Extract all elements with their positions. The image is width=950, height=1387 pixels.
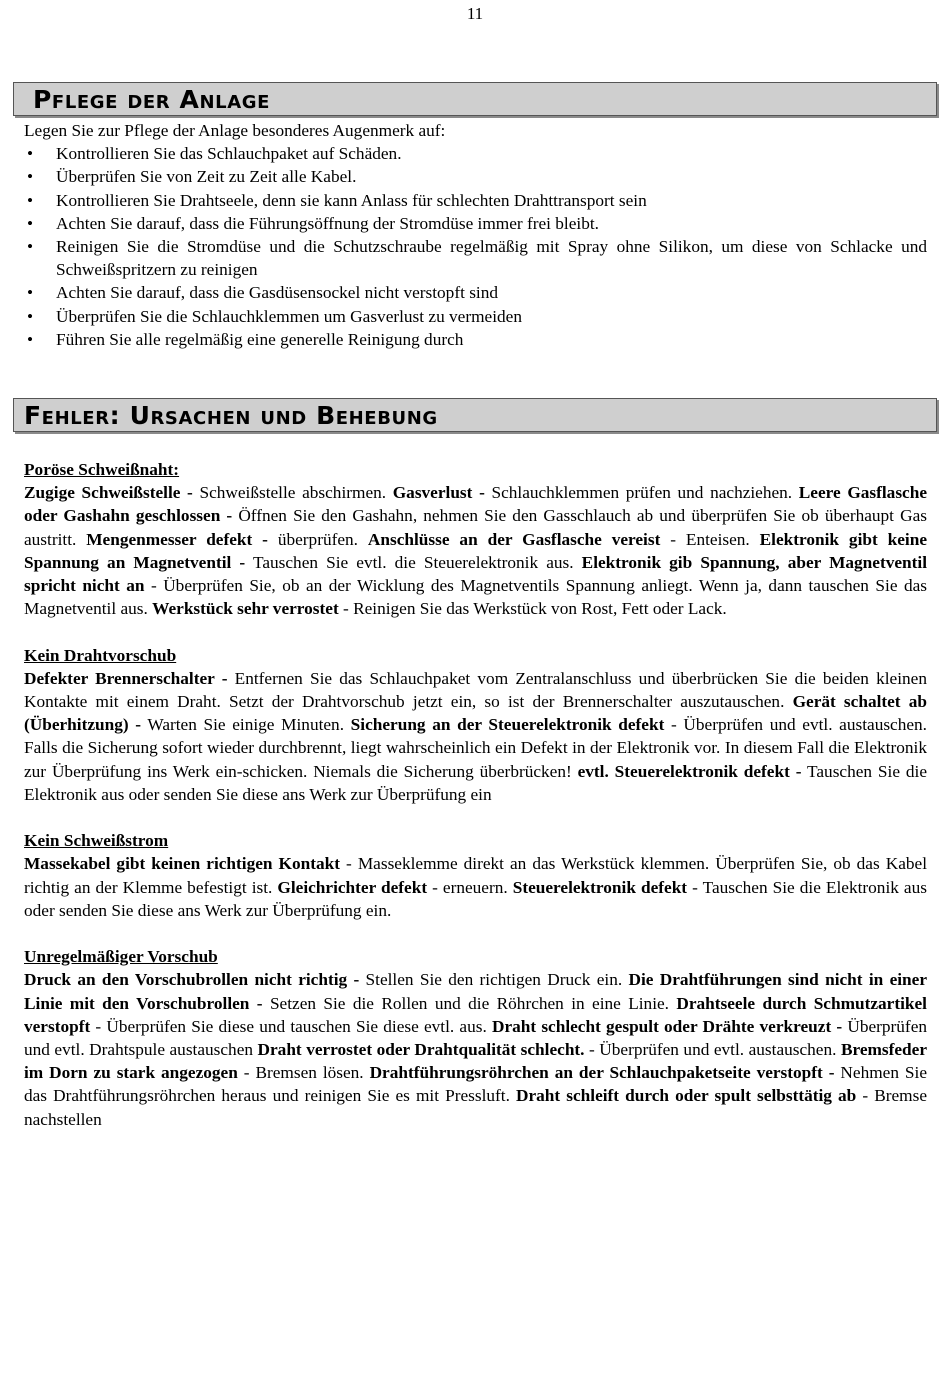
subsection-title: Poröse Schweißnaht: — [24, 460, 180, 479]
fault-remedy: Überprüfen und evtl. Drahtspule austauschen — [24, 1016, 928, 1060]
troubleshooting-kein-schweissstrom — [24, 829, 927, 922]
fault-remedy: - Bremsen lösen. — [237, 1063, 370, 1083]
subsection-text — [24, 667, 927, 806]
fault-cause: Drahtführungsröhrchen an der Schlauchpaketseite verstopft - — [369, 1063, 835, 1083]
fault-remedy: Stellen Sie den richtigen Druck ein. — [359, 970, 629, 990]
fault-cause: Draht schleift durch oder spult selbsttätig ab — [516, 1086, 857, 1106]
subsection-text — [24, 852, 927, 922]
intro-text: Legen Sie zur Pflege der Anlage besonderes Augenmerk auf: — [24, 121, 446, 140]
subsection-title: Kein Schweißstrom — [24, 831, 169, 851]
fault-cause: Draht schlecht gespult oder Drähte verkreuzt - — [491, 1016, 843, 1036]
fault-cause: Elektronik gibt keine Spannung an Magnetventil - — [24, 529, 928, 572]
subsection-title: Unregelmäßiger Vorschub — [24, 947, 218, 967]
bullet-item: • Achten Sie darauf, dass die Gasdüsensockel nicht verstopft sind — [24, 281, 927, 304]
fault-cause: Steuerelektronik defekt — [512, 877, 688, 897]
fault-remedy: - Reinigen Sie das Werkstück von Rost, Fett oder Lack. — [338, 599, 727, 619]
fault-remedy: - Überprüfen Sie diese und tauschen Sie diese evtl. aus. — [90, 1016, 492, 1036]
fault-cause: Die Drahtführungen sind nicht in einer Linie mit den Vorschubrollen - — [24, 970, 927, 1013]
bullet-item: • Führen Sie alle regelmäßig eine generelle Reinigung durch — [24, 328, 927, 351]
fault-remedy: - Tauschen Sie die Elektronik aus oder senden Sie diese ans Werk zur Überprüfung ein. — [24, 877, 927, 920]
fault-remedy: - Überprüfen Sie, ob an der Wicklung des Magnetventils Spannung anliegt. Wenn ja, dann tauschen Sie das Magnetventil aus. — [24, 576, 928, 619]
fault-remedy: - Überprüfen und evtl. austauschen. Falls die Sicherung sofort wieder durchbrennt, liegt wahrscheinlich ein Defekt in der Elektronik vor. In diesem Fall die Elektronik zur Überprüfung ins Werk ein-schicken. Niemals die Sicherung überbrücken! — [24, 715, 927, 781]
fault-cause: Leere Gasflasche oder Gashahn geschlossen - — [24, 483, 928, 526]
section-title-fehler: Fehler: Ursachen und Behebung — [24, 401, 438, 430]
bullet-item: • Reinigen Sie die Stromdüse und die Schutzschraube regelmäßig mit Spray ohne Silikon, um diese von Schlacke und Schweißspritzern zu reinigen — [24, 235, 927, 281]
fault-remedy: - erneuern. — [427, 877, 513, 897]
fault-remedy: Nehmen Sie das Drahtführungsröhrchen heraus und reinigen Sie es mit Pressluft. — [24, 1063, 928, 1106]
fault-cause: Elektronik gib Spannung, aber Magnetventil spricht nicht an — [24, 552, 928, 596]
section-title-pflege: Pflege der Anlage — [33, 85, 271, 114]
bullet-item: • Kontrollieren Sie Drahtseele, denn sie kann Anlass für schlechten Drahttransport sein — [24, 189, 927, 212]
fault-remedy: Schweißstelle abschirmen. — [192, 483, 393, 503]
fault-remedy: Öffnen Sie den Gashahn, nehmen Sie den Gasschlauch ab und überprüfen Sie ob überhaupt Gas austritt. — [24, 506, 927, 549]
fault-remedy: Setzen Sie die Rollen und die Röhrchen in eine Linie. — [262, 993, 677, 1013]
fault-cause: Zugige Schweißstelle - — [24, 483, 193, 503]
bullet-item: • Kontrollieren Sie das Schlauchpaket auf Schäden. — [24, 142, 927, 165]
section-body-fehler — [24, 458, 927, 1154]
troubleshooting-unregelmaessiger-vorschub — [24, 945, 927, 1131]
fault-cause: Gasverlust - — [392, 483, 485, 503]
fault-remedy: - Überprüfen und evtl. austauschen. — [584, 1040, 841, 1060]
bullet-item: • Überprüfen Sie von Zeit zu Zeit alle Kabel. — [24, 165, 927, 188]
fault-cause: Draht verrostet oder Drahtqualität schlecht. — [257, 1040, 585, 1060]
bullet-item: • Achten Sie darauf, dass die Führungsöffnung der Stromdüse immer frei bleibt. — [24, 212, 927, 235]
fault-cause: Bremsfeder im Dorn zu stark angezogen — [24, 1040, 927, 1083]
subsection-text — [24, 481, 927, 620]
fault-remedy: Warten Sie einige Minuten. — [141, 715, 351, 735]
subsection-title: Kein Drahtvorschub — [24, 645, 177, 665]
fault-cause: Mengenmesser defekt - — [86, 529, 268, 549]
section-header-fehler — [13, 398, 937, 432]
fault-cause: evtl. Steuerelektronik defekt - — [577, 761, 802, 781]
section-body-pflege — [24, 119, 927, 351]
fault-remedy: - Enteisen. — [660, 529, 760, 549]
fault-cause: Drahtseele durch Schmutzartikel verstopft — [24, 993, 927, 1036]
fault-cause: Werkstück sehr verrostet — [152, 599, 339, 619]
fault-remedy: Entfernen Sie das Schlauchpaket vom Zentralanschluss und überbrücken Sie die beiden kleinen Kontakte mit einem Draht. Setzt der Drahtvorschub jetzt ein, so ist der Brennerschalter auszutauschen. — [24, 668, 927, 712]
fault-cause: Defekter Brennerschalter - — [24, 668, 228, 688]
fault-remedy: Tauschen Sie evtl. die Steuerelektronik aus. — [245, 552, 582, 572]
fault-remedy: Tauschen Sie die Elektronik aus oder senden Sie diese ans Werk zur Überprüfung ein — [24, 761, 927, 804]
fault-cause: Anschlüsse an der Gasflasche vereist — [367, 529, 661, 549]
fault-cause: Gleichrichter defekt — [277, 877, 428, 897]
page-number: 11 — [466, 4, 484, 23]
fault-remedy: Schlauchklemmen prüfen und nachziehen. — [484, 483, 799, 503]
fault-remedy: überprüfen. — [267, 529, 368, 549]
troubleshooting-porose-schweissnaht — [24, 458, 927, 620]
bullet-item: • Überprüfen Sie die Schlauchklemmen um Gasverlust zu vermeiden — [24, 305, 927, 328]
fault-cause: Gerät schaltet ab (Überhitzung) - — [24, 692, 927, 735]
fault-remedy: - Bremse nachstellen — [24, 1086, 928, 1129]
fault-cause: Druck an den Vorschubrollen nicht richtig - — [24, 970, 360, 990]
subsection-text — [24, 968, 927, 1130]
fault-cause: Sicherung an der Steuerelektronik defekt — [350, 715, 665, 735]
troubleshooting-kein-drahtvorschub — [24, 644, 927, 806]
section-header-pflege — [13, 82, 937, 116]
fault-remedy: - Masseklemme direkt an das Werkstück klemmen. Überprüfen Sie, ob das Kabel richtig an der Klemme befestigt ist. — [24, 854, 927, 897]
fault-cause: Massekabel gibt keinen richtigen Kontakt — [24, 854, 340, 874]
care-bullet-list — [24, 142, 927, 351]
